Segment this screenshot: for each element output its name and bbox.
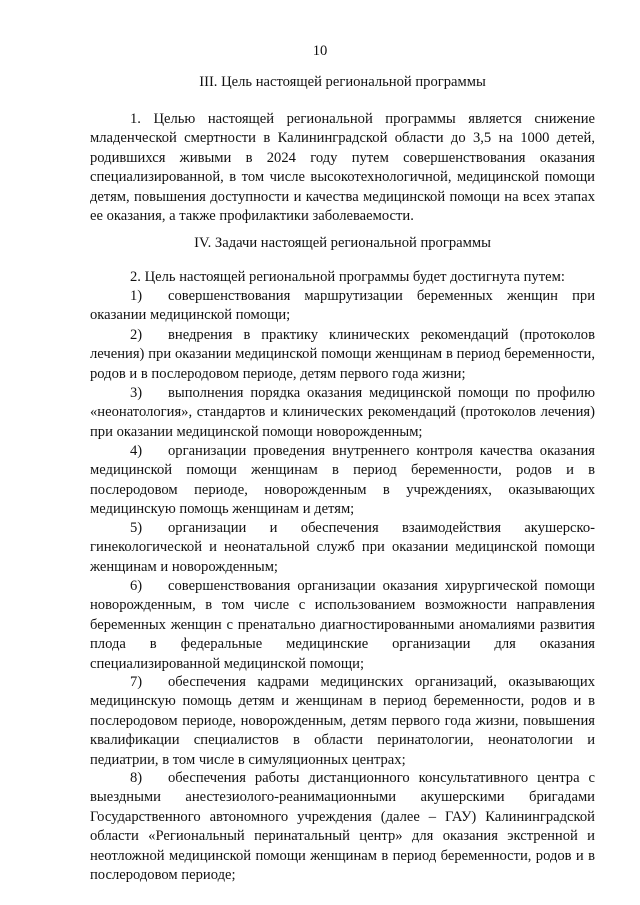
list-item-text: обеспечения работы дистанционного консультативного центра с выездными анестезиолого-реанимационными акушерскими бригадами Государственного автономного учреждения (далее – ГАУ) Калининградской области «Региональный перинатальный центр» для оказания экстренной и неотложной медицинской помощи женщинам в период беременности, родов и в послеродовом периоде; [90,770,595,884]
list-item [90,769,595,885]
list-item-text: организации проведения внутреннего контроля качества оказания медицинской помощи женщинам в период беременности, родов и в послеродовом периоде, новорожденным в учреждениях, оказывающих медицинскую помощь женщинам и детям; [90,443,595,518]
section-4-intro: 2. Цель настоящей региональной программы будет достигнута путем: [130,269,565,285]
list-item-number: 1) [130,288,143,304]
list-item [90,442,595,520]
section-4-heading: IV. Задачи настоящей региональной программы [194,235,491,251]
list-item [90,384,595,442]
list-item [90,287,595,326]
list-item [90,673,595,770]
section-3-paragraph: 1. Целью настоящей региональной программы является снижение младенческой смертности в Калининградской области до 3,5 на 1000 детей, родившихся живыми в 2024 году путем совершенствования оказания специализированной, в том числе высокотехнологичной, медицинской помощи детям, повышения доступности и качества медицинской помощи на всех этапах ее оказания, а также профилактики заболеваемости. [90,111,595,225]
list-item-number: 2) [130,327,143,343]
list-item [90,326,595,384]
list-item-text: совершенствования маршрутизации беременных женщин при оказании медицинской помощи; [90,288,595,324]
list-item-number: 6) [130,578,143,594]
list-item-number: 7) [130,674,143,690]
list-item-text: выполнения порядка оказания медицинской помощи по профилю «неонатология», стандартов и клинических рекомендаций (протоколов лечения) при оказании медицинской помощи новорожденным; [90,385,595,440]
list-item-number: 3) [130,385,143,401]
section-3-heading: III. Цель настоящей региональной программы [199,74,486,90]
list-item [90,577,595,674]
list-item-number: 8) [130,770,143,786]
list-item [90,519,595,577]
list-item-text: обеспечения кадрами медицинских организаций, оказывающих медицинскую помощь детям и женщинам в период беременности, родов и в послеродовом периоде, новорожденным, детям первого года жизни, повышения квалификации специалистов в области перинатологии, неонатологии и педиатрии, в том числе в симуляционных центрах; [90,674,595,768]
page-number: 10 [312,43,328,59]
list-item-text: организации и обеспечения взаимодействия акушерско-гинекологической и неонатальной служб при оказании медицинской помощи женщинам и новорожденным; [90,520,595,575]
list-item-number: 5) [130,520,143,536]
list-item-text: внедрения в практику клинических рекомендаций (протоколов лечения) при оказании медицинской помощи женщинам в период беременности, родов и в послеродовом периоде, детям первого года жизни; [90,327,595,382]
list-item-text: совершенствования организации оказания хирургической помощи новорожденным, в том числе с использованием возможности направления беременных женщин с пренатально диагностированными аномалиями развития плода в федеральные медицинские организации для оказания специализированной медицинской помощи; [90,578,595,672]
list-item-number: 4) [130,443,143,459]
